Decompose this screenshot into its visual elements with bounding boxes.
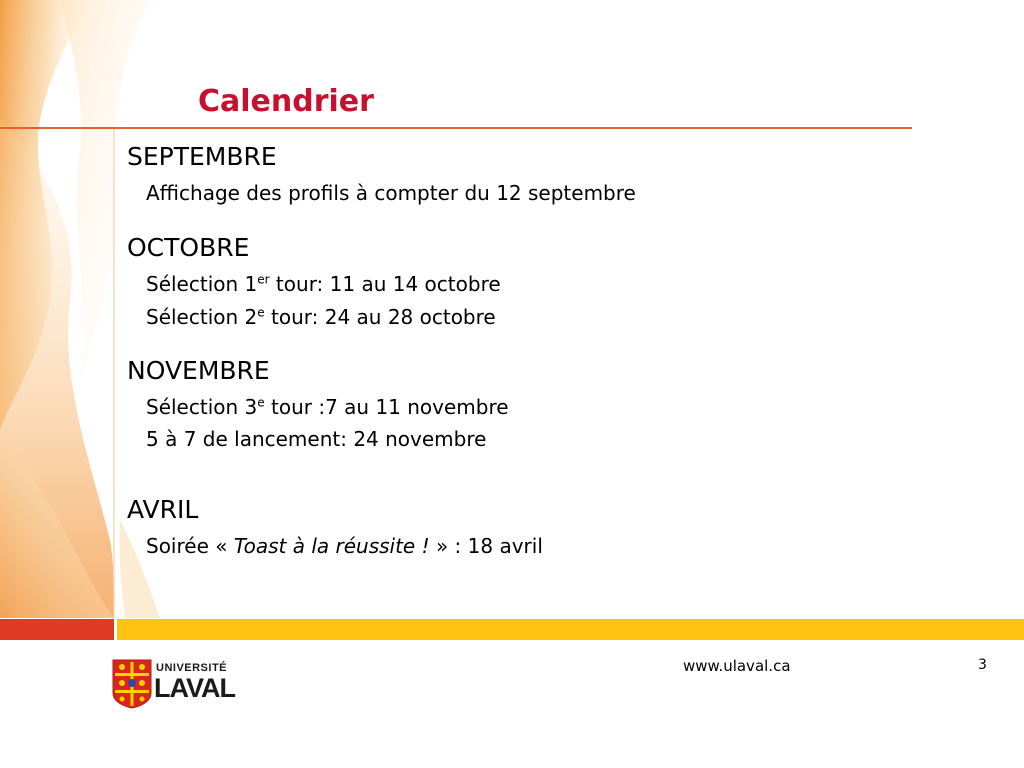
logo-text-university: UNIVERSITÉ	[156, 662, 228, 674]
calendar-item: Sélection 1er tour: 11 au 14 octobre	[146, 272, 501, 296]
calendar-item: Sélection 2e tour: 24 au 28 octobre	[146, 305, 496, 329]
page-number: 3	[978, 657, 987, 673]
footer-url: www.ulaval.ca	[683, 657, 791, 675]
calendar-item: Sélection 3e tour :7 au 11 novembre	[146, 395, 509, 419]
calendar-item: Affichage des profils à compter du 12 septembre	[146, 181, 636, 205]
month-heading-november: NOVEMBRE	[127, 356, 270, 385]
month-heading-april: AVRIL	[127, 495, 199, 524]
calendar-item: 5 à 7 de lancement: 24 novembre	[146, 427, 487, 451]
shield-icon	[112, 659, 152, 709]
slide-title: Calendrier	[198, 84, 374, 119]
logo-text-laval: LAVAL	[154, 673, 235, 703]
calendar-item: Soirée « Toast à la réussite ! » : 18 avril	[146, 534, 543, 558]
month-heading-october: OCTOBRE	[127, 233, 250, 262]
month-heading-september: SEPTEMBRE	[127, 142, 277, 171]
university-logo	[112, 659, 235, 711]
